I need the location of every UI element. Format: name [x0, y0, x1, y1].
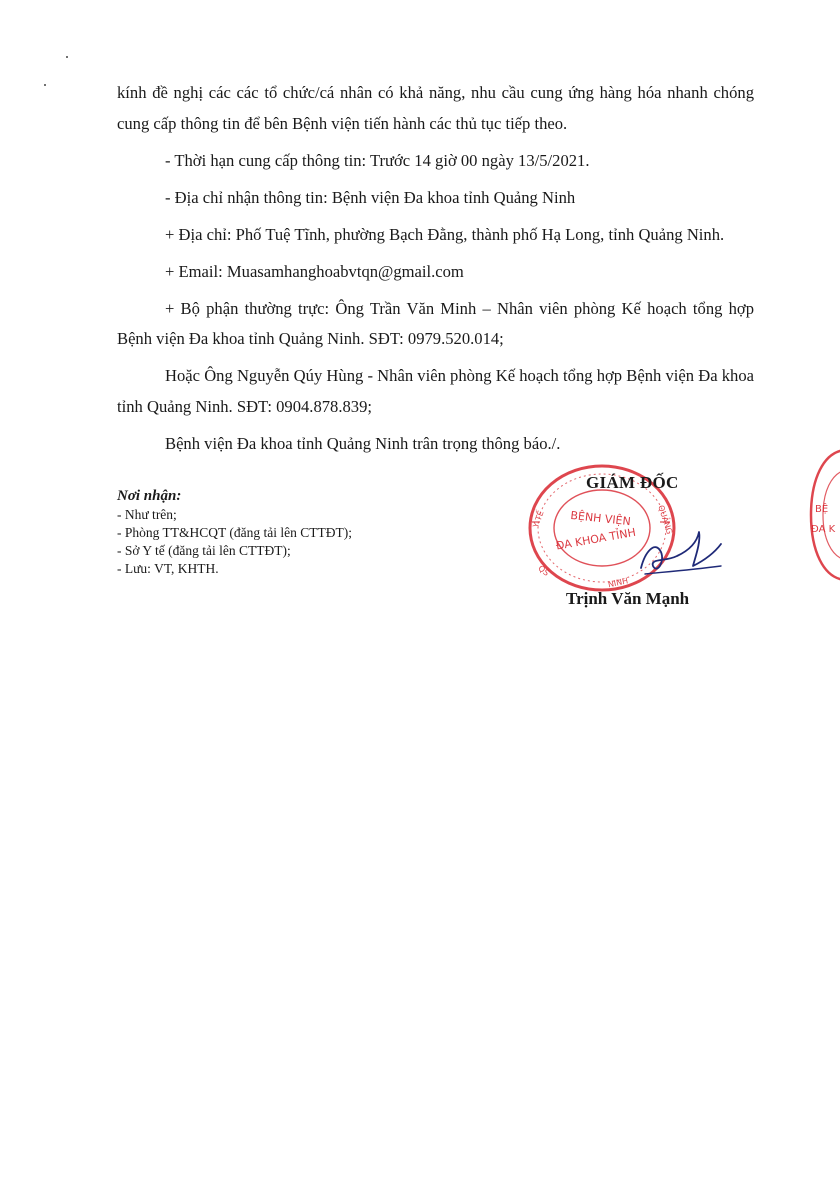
recipients-block	[117, 487, 352, 578]
stamp-fragment-line2: ĐA K	[811, 524, 836, 535]
stamp-inner-line1: BỆNH VIỆN	[569, 508, 632, 529]
paragraph-contact-2: Hoặc Ông Nguyễn Qúy Hùng - Nhân viên phòng Kế hoạch tổng hợp Bệnh viện Đa khoa tỉnh Quảng Ninh. SĐT: 0904.878.839;	[117, 366, 754, 416]
recipient-item: - Như trên;	[117, 507, 177, 522]
stamp-ring-right: QUẢNG	[656, 504, 675, 536]
paragraph-closing: Bệnh viện Đa khoa tỉnh Quảng Ninh trân trọng thông báo./.	[165, 433, 561, 453]
recipient-item: - Sở Y tế (đăng tải lên CTTĐT);	[117, 543, 291, 558]
signature-title: GIÁM ĐỐC	[586, 473, 679, 492]
stamp-fragment-line1: BỆ	[815, 504, 829, 515]
handwritten-signature	[635, 522, 725, 582]
paragraph-email: + Email: Muasamhanghoabvtqn@gmail.com	[165, 261, 464, 281]
recipients-title: Nơi nhận:	[117, 488, 182, 504]
stamp-ring-left: Y TẾ	[531, 509, 546, 530]
scan-speck	[66, 56, 68, 58]
paragraph-receiving-address: - Địa chỉ nhận thông tin: Bệnh viện Đa khoa tỉnh Quảng Ninh	[165, 187, 576, 207]
paragraph-contact-1: + Bộ phận thường trực: Ông Trần Văn Minh – Nhân viên phòng Kế hoạch tổng hợp Bệnh viện Đa khoa tỉnh Quảng Ninh. SĐT: 0979.520.014;	[117, 298, 754, 348]
recipient-item: - Phòng TT&HCQT (đăng tải lên CTTĐT);	[117, 525, 352, 540]
stamp-fragment	[805, 440, 840, 590]
stamp-ring-left-bottom: QS	[536, 563, 551, 578]
recipient-item: - Lưu: VT, KHTH.	[117, 561, 219, 576]
signature-block	[520, 462, 740, 622]
stamp-inner-line2: ĐA KHOA TỈNH	[554, 525, 637, 553]
body-text	[117, 78, 754, 466]
paragraph-intro: kính đề nghị các các tổ chức/cá nhân có khả năng, nhu cầu cung ứng hàng hóa nhanh chóng cung cấp thông tin để bên Bệnh viện tiến hành các thủ tục tiếp theo.	[117, 83, 754, 133]
scan-speck	[44, 84, 46, 86]
stamp-ring-bottom: NINH	[607, 576, 629, 590]
signer-name: Trịnh Văn Mạnh	[566, 589, 690, 608]
paragraph-street-address: + Địa chỉ: Phố Tuệ Tĩnh, phường Bạch Đằng, thành phố Hạ Long, tỉnh Quảng Ninh.	[165, 224, 725, 244]
paragraph-deadline: - Thời hạn cung cấp thông tin: Trước 14 giờ 00 ngày 13/5/2021.	[165, 150, 590, 170]
